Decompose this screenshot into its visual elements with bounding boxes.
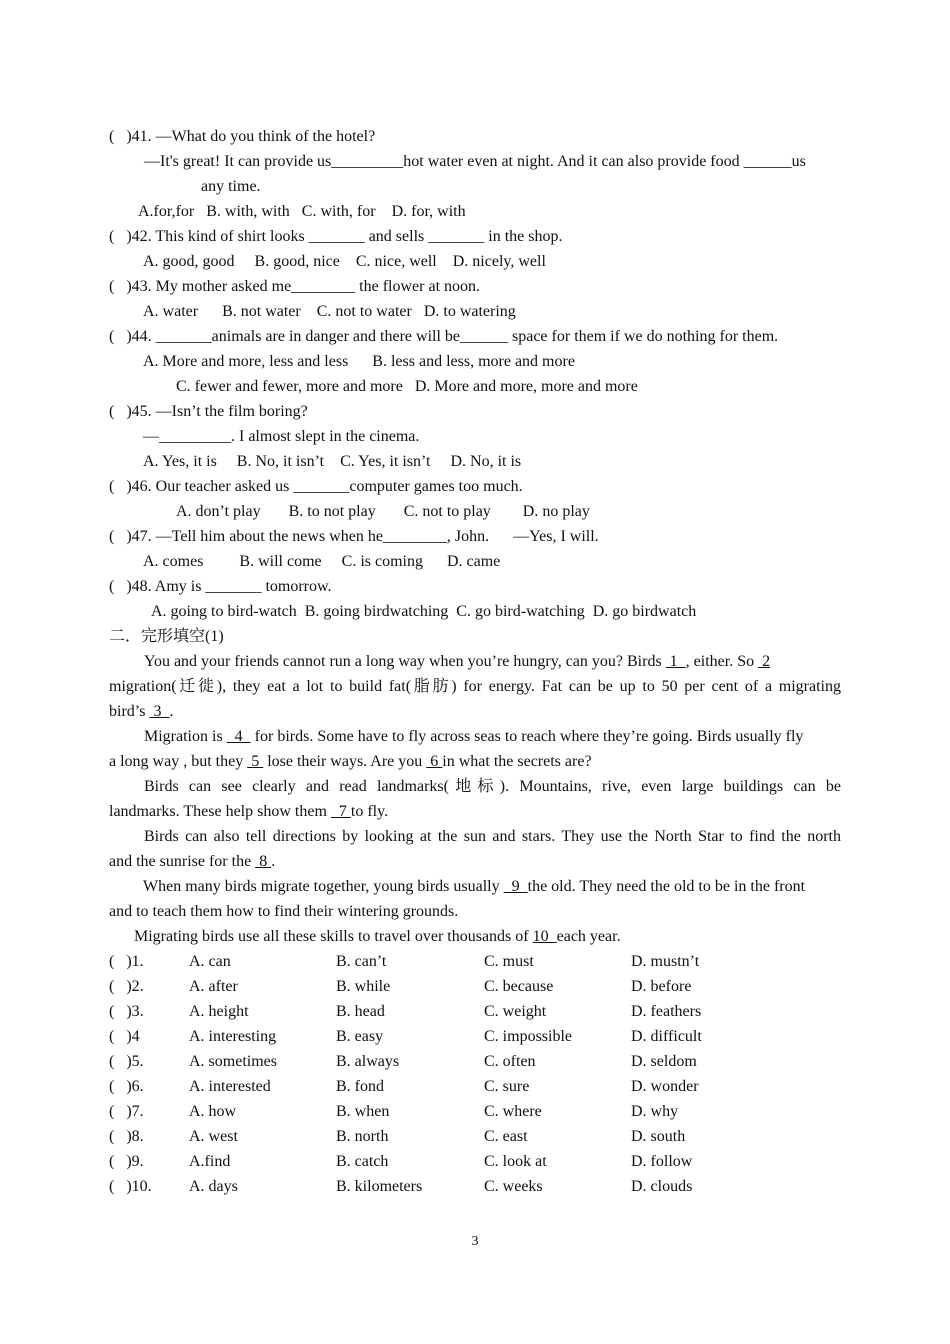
- answer-number: ( )5.: [109, 1053, 144, 1070]
- option-c: C. weight: [484, 1003, 547, 1020]
- question-43-options: A. water B. not water C. not to water D. to watering: [143, 303, 516, 320]
- answer-number: ( )2.: [109, 978, 144, 995]
- question-42-options: A. good, good B. good, nice C. nice, well D. nicely, well: [143, 253, 546, 270]
- question-45: ( )45. —Isn’t the film boring?: [109, 403, 308, 420]
- option-d: D. why: [631, 1103, 679, 1120]
- option-d: D. mustn’t: [631, 953, 700, 970]
- blank-5: 5: [247, 753, 264, 770]
- option-c: C. because: [484, 978, 554, 995]
- cloze-line-9: and the sunrise for the 8 .: [109, 853, 276, 870]
- blank-10: 10: [532, 928, 557, 945]
- answer-number: ( )3.: [109, 1003, 144, 1020]
- cloze-line-6: Birds can see clearly and read landmarks(地标). Mountains, rive, even large buildings can be: [144, 778, 841, 795]
- question-41: ( )41. —What do you think of the hotel?: [109, 128, 376, 145]
- question-44: ( )44. _______animals are in danger and there will be______ space for them if we do nothing for them.: [109, 328, 779, 345]
- option-b: B. while: [336, 978, 391, 995]
- question-46-options: A. don’t play B. to not play C. not to play D. no play: [176, 503, 590, 520]
- answer-number: ( )9.: [109, 1153, 144, 1170]
- option-a: A. height: [189, 1003, 249, 1020]
- option-c: C. where: [484, 1103, 542, 1120]
- question-47-options: A. comes B. will come C. is coming D. came: [143, 553, 501, 570]
- option-a: A. interesting: [189, 1028, 277, 1045]
- question-42: ( )42. This kind of shirt looks _______ and sells _______ in the shop.: [109, 228, 563, 245]
- section-heading: 二．完形填空(1): [109, 628, 224, 645]
- question-48: ( )48. Amy is _______ tomorrow.: [109, 578, 332, 595]
- option-a: A. after: [189, 978, 238, 995]
- blank-4: 4: [226, 728, 251, 745]
- cloze-line-10: When many birds migrate together, young birds usually 9 the old. They need the old to be in the front: [143, 878, 806, 895]
- option-b: B. always: [336, 1053, 400, 1070]
- option-b: B. when: [336, 1103, 390, 1120]
- question-44-options-2: C. fewer and fewer, more and more D. More and more, more and more: [176, 378, 638, 395]
- option-b: B. north: [336, 1128, 389, 1145]
- option-d: D. south: [631, 1128, 686, 1145]
- blank-9: 9: [503, 878, 528, 895]
- option-b: B. can’t: [336, 953, 387, 970]
- option-d: D. before: [631, 978, 692, 995]
- answer-number: ( )8.: [109, 1128, 144, 1145]
- cloze-line-2: migration(迁徙), they eat a lot to build fat(脂肪) for energy. Fat can be up to 50 per cent of a migrating: [109, 678, 841, 695]
- answer-number: ( )7.: [109, 1103, 144, 1120]
- option-a: A. sometimes: [189, 1053, 277, 1070]
- cloze-line-7: landmarks. These help show them 7 to fly.: [109, 803, 389, 820]
- page-number: 3: [471, 1234, 479, 1249]
- option-d: D. feathers: [631, 1003, 702, 1020]
- cloze-line-1: You and your friends cannot run a long way when you’re hungry, can you? Birds 1 , either. So 2: [144, 653, 771, 670]
- question-41-options: A.for,for B. with, with C. with, for D. for, with: [138, 203, 466, 220]
- question-47: ( )47. —Tell him about the news when he________, John. —Yes, I will.: [109, 528, 599, 545]
- blank-2: 2: [758, 653, 771, 670]
- option-a: A. days: [189, 1178, 238, 1195]
- blank-8: 8: [255, 853, 272, 870]
- option-d: D. difficult: [631, 1028, 702, 1045]
- option-d: D. seldom: [631, 1053, 697, 1070]
- option-b: B. catch: [336, 1153, 389, 1170]
- option-d: D. follow: [631, 1153, 693, 1170]
- question-41-reply: —It's great! It can provide us_________hot water even at night. And it can also provide food ______us: [144, 153, 806, 170]
- question-45-options: A. Yes, it is B. No, it isn’t C. Yes, it isn’t D. No, it is: [143, 453, 522, 470]
- option-a: A. interested: [189, 1078, 271, 1095]
- option-a: A. how: [189, 1103, 237, 1120]
- option-b: B. head: [336, 1003, 385, 1020]
- option-a: A. can: [189, 953, 231, 970]
- option-d: D. wonder: [631, 1078, 699, 1095]
- blank-6: 6: [426, 753, 443, 770]
- option-c: C. impossible: [484, 1028, 573, 1045]
- option-d: D. clouds: [631, 1178, 693, 1195]
- option-c: C. must: [484, 953, 534, 970]
- question-43: ( )43. My mother asked me________ the flower at noon.: [109, 278, 481, 295]
- option-c: C. weeks: [484, 1178, 543, 1195]
- cloze-line-5: a long way , but they 5 lose their ways. Are you 6 in what the secrets are?: [109, 753, 592, 770]
- cloze-line-3: bird’s 3 .: [109, 703, 174, 720]
- blank-1: 1: [665, 653, 686, 670]
- answer-number: ( )10.: [109, 1178, 152, 1195]
- option-c: C. often: [484, 1053, 536, 1070]
- question-45-reply: —_________. I almost slept in the cinema.: [143, 428, 420, 445]
- option-a: A. west: [189, 1128, 238, 1145]
- question-44-options-1: A. More and more, less and less B. less and less, more and more: [143, 353, 575, 370]
- question-41-reply-cont: any time.: [201, 178, 261, 195]
- option-b: B. kilometers: [336, 1178, 423, 1195]
- answer-number: ( )1.: [109, 953, 144, 970]
- option-b: B. fond: [336, 1078, 384, 1095]
- option-c: C. sure: [484, 1078, 530, 1095]
- cloze-line-4: Migration is 4 for birds. Some have to fly across seas to reach where they’re going. Birds usually fly: [144, 728, 804, 745]
- blank-3: 3: [149, 703, 170, 720]
- option-b: B. easy: [336, 1028, 384, 1045]
- cloze-line-12: Migrating birds use all these skills to travel over thousands of 10 each year.: [134, 928, 621, 945]
- option-c: C. look at: [484, 1153, 547, 1170]
- answer-number: ( )6.: [109, 1078, 144, 1095]
- blank-7: 7: [330, 803, 351, 820]
- question-48-options: A. going to bird-watch B. going birdwatching C. go bird-watching D. go birdwatch: [151, 603, 697, 620]
- option-a: A.find: [189, 1153, 231, 1170]
- cloze-line-11: and to teach them how to find their wintering grounds.: [109, 903, 459, 920]
- cloze-line-8: Birds can also tell directions by looking at the sun and stars. They use the North Star to find the north: [144, 828, 841, 845]
- question-46: ( )46. Our teacher asked us _______computer games too much.: [109, 478, 523, 495]
- option-c: C. east: [484, 1128, 528, 1145]
- answer-number: ( )4: [109, 1028, 140, 1045]
